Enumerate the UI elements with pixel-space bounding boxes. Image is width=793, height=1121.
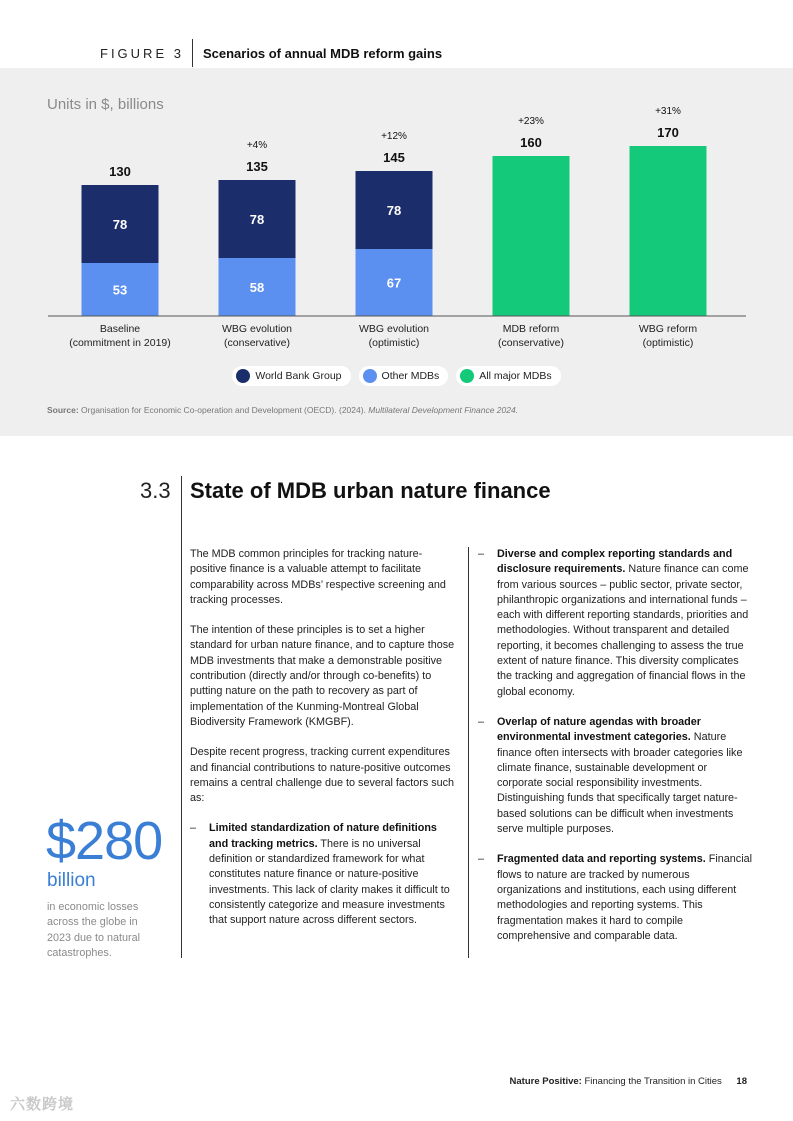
chart-source xyxy=(47,405,518,415)
bullet-text: There is no universal definition or standardized framework for what constitutes nature finance or nature-positive investments. This lack of clarity makes it difficult to consistently categorize and measure investments that support nature across different sectors. xyxy=(209,837,450,927)
page-number: 18 xyxy=(736,1076,747,1087)
legend-item xyxy=(456,366,560,386)
figure-header xyxy=(100,38,442,68)
legend-label: World Bank Group xyxy=(255,370,342,382)
bullet-body xyxy=(497,715,753,837)
total-label: 170 xyxy=(657,125,679,140)
legend-item xyxy=(232,366,350,386)
total-label: 160 xyxy=(520,135,542,150)
change-label: +31% xyxy=(655,106,681,117)
change-label: +4% xyxy=(246,140,268,151)
data-label: 78 xyxy=(112,217,128,232)
bullet-item xyxy=(190,821,455,928)
footer-title: Financing the Transition in Cities xyxy=(584,1076,722,1087)
paragraph: The intention of these principles is to set a higher standard for urban nature finance, and to capture those MDB investments that make a demonstrable positive contribution (directly and/or through co-benefits) to putting nature on the path to recovery as part of implementation of the Kunming-Montreal Global Biodiversity Framework (KMGBF). xyxy=(190,624,455,728)
bullet-heading: Overlap of nature agendas with broader environmental investment categories. xyxy=(497,715,701,744)
chart-legend xyxy=(0,366,793,386)
data-label: 58 xyxy=(249,280,265,295)
stat-value: $280 xyxy=(46,811,163,871)
paragraph: The MDB common principles for tracking nature-positive finance is a valuable attempt to facilitate comparability across MDBs’ respective screening and tracking processes. xyxy=(190,548,446,606)
data-label: 53 xyxy=(112,282,128,298)
category-label: MDB reform xyxy=(502,323,560,335)
bullet-item xyxy=(478,852,753,944)
legend-swatch xyxy=(460,369,474,383)
stat-description: in economic losses across the globe in 2023 due to natural catastrophes. xyxy=(47,901,141,959)
paragraph: Despite recent progress, tracking current expenditures and financial contributions to nature-positive outcomes remains a central challenge due to several factors such as: xyxy=(190,746,455,805)
bullet-item xyxy=(478,715,753,837)
category-sublabel: (conservative) xyxy=(224,337,290,349)
category-sublabel: (commitment in 2019) xyxy=(69,337,171,349)
section-title: State of MDB urban nature finance xyxy=(190,478,551,503)
category-sublabel: (optimistic) xyxy=(642,337,694,349)
source-text: Organisation for Economic Co-operation and Development (OECD). (2024). xyxy=(81,405,366,415)
bullet-heading: Limited standardization of nature definitions and tracking metrics. xyxy=(209,822,437,850)
category-sublabel: (optimistic) xyxy=(368,337,420,349)
source-label: Source: xyxy=(47,405,79,415)
bullet-dash: – xyxy=(478,548,485,560)
chart-panel xyxy=(0,68,793,436)
bullet-body xyxy=(497,547,753,700)
source-title: Multilateral Development Finance 2024. xyxy=(368,405,519,415)
category-label: WBG reform xyxy=(638,323,698,335)
watermark-logo: 六数跨境 xyxy=(10,1096,75,1113)
data-label: 78 xyxy=(386,203,402,218)
category-sublabel: (conservative) xyxy=(498,337,564,349)
stat-unit: billion xyxy=(47,870,96,891)
bar-all-major-mdbs xyxy=(630,146,707,316)
right-column xyxy=(478,547,753,959)
legend-swatch xyxy=(236,369,250,383)
total-label: 130 xyxy=(109,164,131,179)
section-number: 3.3 xyxy=(140,478,171,503)
data-label: 67 xyxy=(386,275,402,291)
bullet-text: Financial flows to nature are tracked by numerous organizations and institutions, each using different methodologies and reporting systems. This fragmentation makes it hard to compile comprehensive and comparable data. xyxy=(497,853,753,942)
stacked-bar-chart xyxy=(0,68,793,368)
bullet-dash: – xyxy=(190,822,197,835)
change-label: +23% xyxy=(518,116,544,127)
page-footer xyxy=(510,1076,747,1087)
legend-swatch xyxy=(363,369,377,383)
figure-label: FIGURE 3 xyxy=(100,45,184,61)
data-label: 78 xyxy=(249,212,265,227)
legend-label: Other MDBs xyxy=(381,370,440,382)
total-label: 135 xyxy=(246,159,268,174)
left-column xyxy=(190,547,455,944)
legend-item xyxy=(359,366,449,386)
footer-brand: Nature Positive: xyxy=(509,1076,582,1087)
figure-title: Scenarios of annual MDB reform gains xyxy=(202,45,443,61)
total-label: 145 xyxy=(383,150,405,165)
column-rule xyxy=(468,547,469,958)
bullet-item xyxy=(478,547,753,700)
bullet-heading: Fragmented data and reporting systems. xyxy=(497,853,706,866)
bar-all-major-mdbs xyxy=(493,156,570,316)
bullet-dash: – xyxy=(478,715,485,728)
bullet-text: Nature finance often intersects with broader categories like climate finance, sustainable development or corporate social responsibility investments. Distinguishing funds that specifically target nature-based solutions can be difficult when investments serve multiple purposes. xyxy=(497,731,743,836)
bullet-text: Nature finance can come from various sources – public sector, private sector, philanthropic organizations and international funds – each with different reporting standards, priorities and methodologies. Without transparent and detailed reporting, it becomes challenging to assess the true extent of nature finance. This diversity complicates the tracking and aggregation of financial flows in the global economy. xyxy=(497,563,749,698)
change-label: +12% xyxy=(381,131,407,142)
figure-divider xyxy=(192,39,193,67)
units-label: Units in $, billions xyxy=(47,96,164,113)
category-label: WBG evolution xyxy=(358,323,430,335)
bullet-heading: Diverse and complex reporting standards and disclosure requirements. xyxy=(497,548,733,576)
legend-label: All major MDBs xyxy=(479,370,552,382)
bullet-dash: – xyxy=(478,853,485,866)
bullet-body xyxy=(209,821,455,928)
bullet-body xyxy=(497,852,753,944)
category-label: Baseline xyxy=(99,323,141,335)
section-rule xyxy=(181,476,182,958)
category-label: WBG evolution xyxy=(221,323,293,335)
